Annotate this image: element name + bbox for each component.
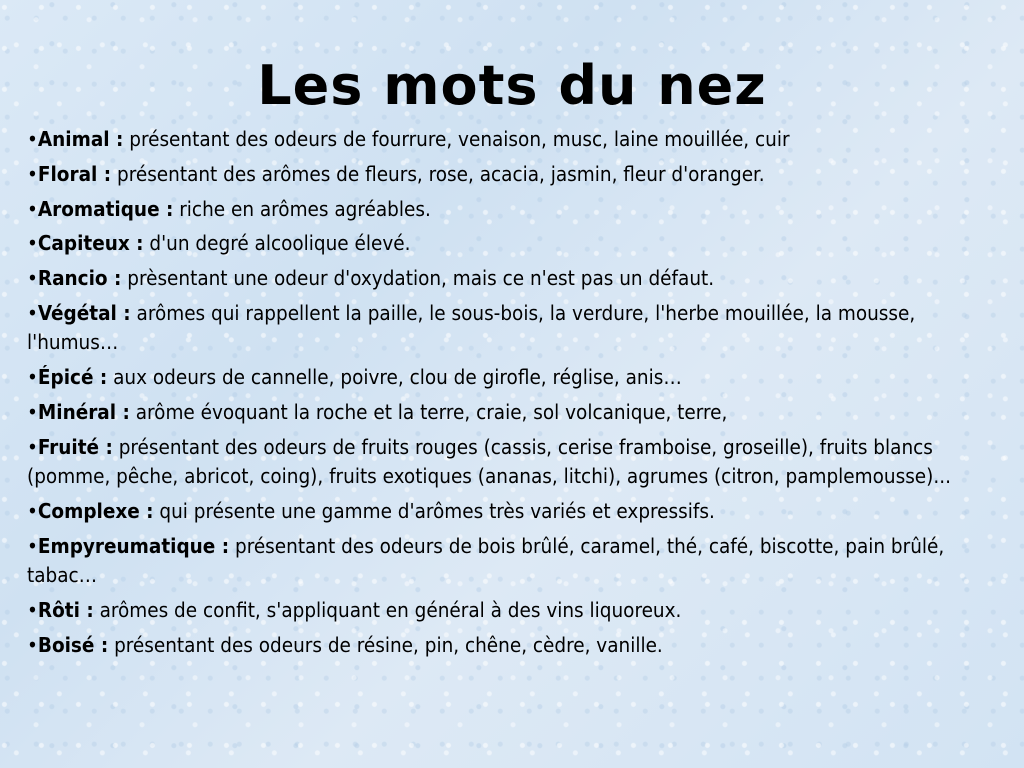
- term: Épicé :: [37, 365, 108, 390]
- term: Végétal :: [37, 300, 131, 325]
- list-item: [27, 398, 1002, 428]
- definition: arômes qui rappellent la paille, le sous-bois, la verdure, l'herbe mouillée, la mousse, l'humus…: [27, 300, 916, 355]
- list-item: [27, 631, 1002, 661]
- bullet-icon: •: [27, 499, 38, 524]
- list-item: [27, 532, 1002, 591]
- page-title: Les mots du nez: [257, 54, 767, 117]
- definition-list: [27, 125, 1002, 666]
- list-item: [27, 195, 1002, 225]
- bullet-icon: •: [27, 266, 38, 291]
- list-item: [27, 160, 1002, 190]
- list-item: [27, 229, 1002, 259]
- list-item: [27, 299, 1002, 358]
- definition: présentant des odeurs de bois brûlé, caramel, thé, café, biscotte, pain brûlé, tabac…: [27, 533, 945, 588]
- bullet-icon: •: [27, 365, 38, 390]
- term: Complexe :: [37, 499, 154, 524]
- term: Floral :: [37, 161, 112, 186]
- bullet-icon: •: [27, 400, 38, 425]
- term: Rancio :: [37, 266, 122, 291]
- term: Aromatique :: [37, 196, 174, 221]
- definition: présentant des odeurs de fourrure, venaison, musc, laine mouillée, cuir: [129, 127, 790, 151]
- list-item: [27, 125, 1002, 155]
- term: Fruité :: [37, 434, 113, 459]
- bullet-icon: •: [27, 127, 38, 151]
- definition: présentant des odeurs de résine, pin, chêne, cèdre, vanille.: [114, 633, 663, 658]
- list-item: [27, 497, 1002, 527]
- bullet-icon: •: [27, 196, 38, 221]
- term: Capiteux :: [37, 231, 144, 256]
- term: Animal :: [37, 127, 124, 151]
- definition: arômes de confit, s'appliquant en général à des vins liquoreux.: [99, 598, 682, 623]
- bullet-icon: •: [27, 161, 38, 186]
- definition: d'un degré alcoolique élevé.: [149, 231, 411, 256]
- bullet-icon: •: [27, 598, 38, 623]
- list-item: [27, 433, 1002, 492]
- bullet-icon: •: [27, 533, 38, 558]
- list-item: [27, 596, 1002, 626]
- bullet-icon: •: [27, 434, 38, 459]
- list-item: [27, 363, 1002, 393]
- term: Minéral :: [37, 400, 130, 425]
- definition: aux odeurs de cannelle, poivre, clou de girofle, réglise, anis…: [113, 365, 682, 390]
- definition: présentant des odeurs de fruits rouges (cassis, cerise framboise, groseille), fruits blancs (pomme, pêche, abricot, coing), fruits exotiques (ananas, litchi), agrumes (citron, pamplemousse)...: [27, 434, 951, 489]
- definition: riche en arômes agréables.: [179, 196, 431, 221]
- bullet-icon: •: [27, 300, 38, 325]
- definition: présentant des arômes de fleurs, rose, acacia, jasmin, fleur d'oranger.: [117, 161, 765, 186]
- definition: arôme évoquant la roche et la terre, craie, sol volcanique, terre,: [135, 400, 728, 425]
- definition: prèsentant une odeur d'oxydation, mais ce n'est pas un défaut.: [127, 266, 715, 291]
- bullet-icon: •: [27, 633, 38, 658]
- term: Empyreumatique :: [37, 533, 230, 558]
- definition: qui présente une gamme d'arômes très variés et expressifs.: [159, 499, 715, 524]
- term: Boisé :: [37, 633, 109, 658]
- list-item: [27, 264, 1002, 294]
- bullet-icon: •: [27, 231, 38, 256]
- term: Rôti :: [37, 598, 94, 623]
